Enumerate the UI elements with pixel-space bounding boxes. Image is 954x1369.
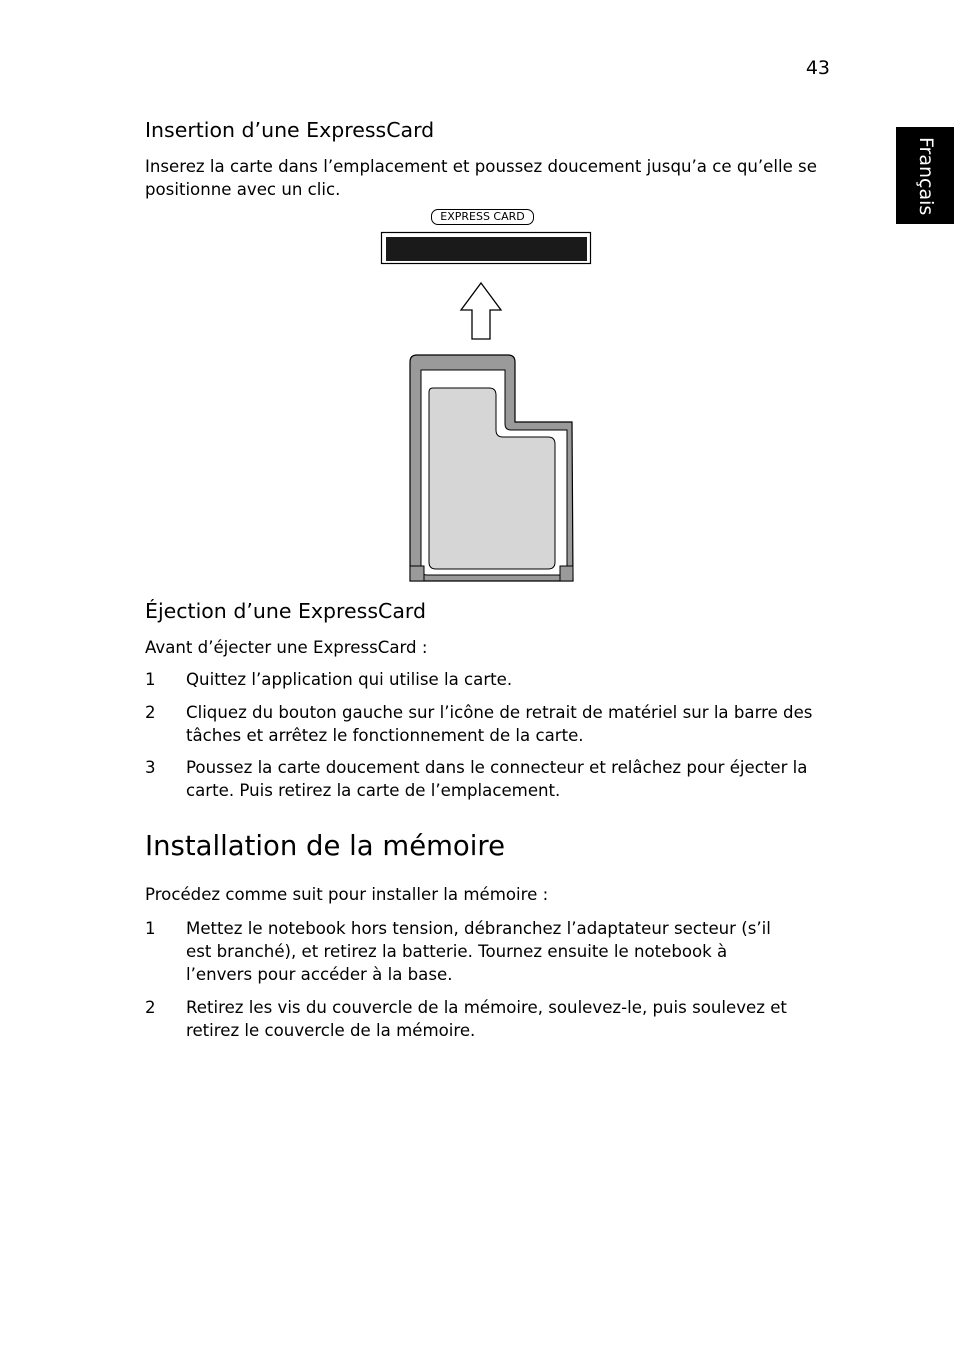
memory-step-text: Mettez le notebook hors tension, débranchez l’adaptateur secteur (s’il est branché), et retirez la batterie. Tournez ensuite le notebook à l’envers pour accéder à la base. <box>186 919 771 984</box>
insertion-heading: Insertion d’une ExpressCard <box>145 118 435 142</box>
ejection-step-number: 1 <box>145 670 156 689</box>
memory-intro: Procédez comme suit pour installer la mémoire : <box>145 885 549 904</box>
ejection-step-text: Cliquez du bouton gauche sur l’icône de retrait de matériel sur la barre des tâches et arrêtez le fonctionnement de la carte. <box>186 703 813 745</box>
ejection-step-number: 3 <box>145 758 156 777</box>
memory-step-number: 1 <box>145 919 156 938</box>
insertion-paragraph: Inserez la carte dans l’emplacement et poussez doucement jusqu’a ce qu’elle se positionne avec un clic. <box>145 157 817 199</box>
ejection-intro: Avant d’éjecter une ExpressCard : <box>145 638 428 657</box>
ejection-step-number: 2 <box>145 703 156 722</box>
ejection-step-text: Quittez l’application qui utilise la carte. <box>186 670 513 689</box>
page-number: 43 <box>805 57 830 79</box>
language-tab-label: Français <box>915 136 937 216</box>
express-card <box>410 355 573 581</box>
memory-step-number: 2 <box>145 998 156 1017</box>
ejection-heading: Éjection d’une ExpressCard <box>145 599 426 623</box>
memory-step-text: Retirez les vis du couvercle de la mémoire, soulevez-le, puis soulevez et retirez le couvercle de la mémoire. <box>186 998 787 1040</box>
express-card-slot-label: EXPRESS CARD <box>431 209 534 225</box>
ejection-step-text: Poussez la carte doucement dans le connecteur et relâchez pour éjecter la carte. Puis retirez la carte de l’emplacement. <box>186 758 808 800</box>
express-card-illustration <box>0 0 954 600</box>
insert-arrow-icon <box>461 283 501 339</box>
memory-heading: Installation de la mémoire <box>145 830 505 862</box>
express-card-slot <box>382 233 591 264</box>
